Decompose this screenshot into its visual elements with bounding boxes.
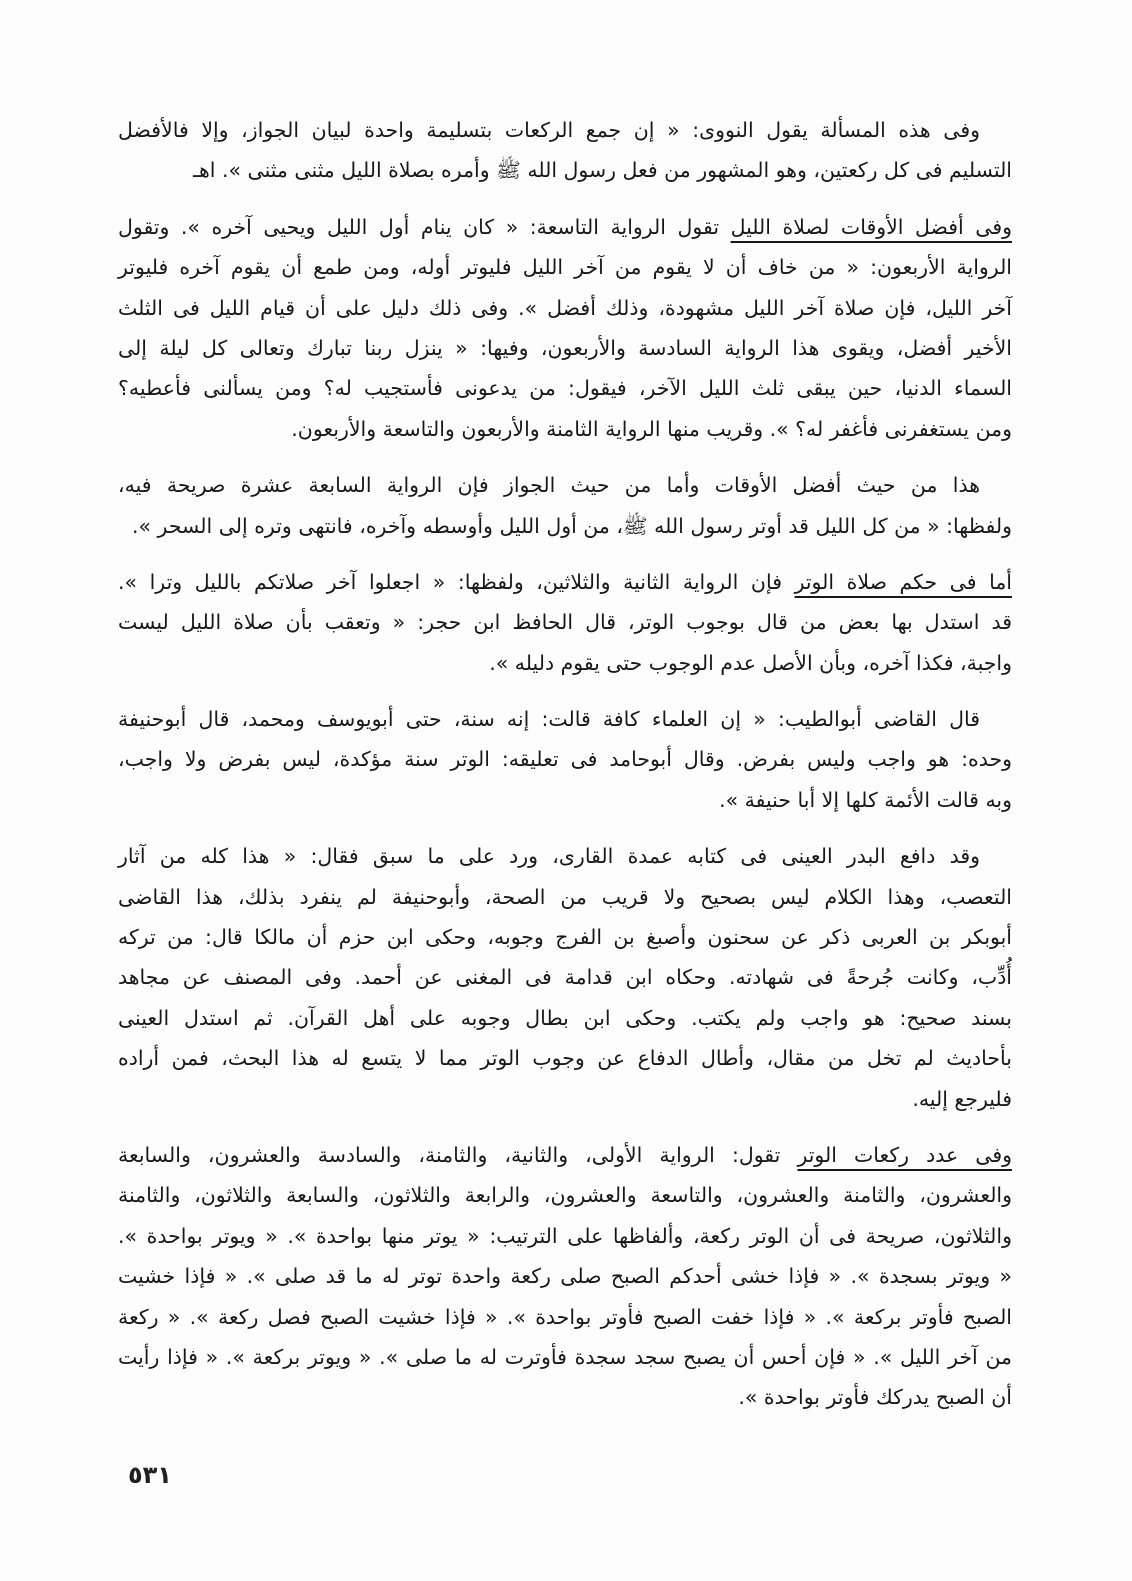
section-heading: وفى أفضل الأوقات لصلاة الليل <box>730 214 1012 239</box>
text-line: وقد دافع البدر العينى فى كتابه عمدة القارى، ورد على ما سبق فقال: « هذا كله من آثار <box>118 844 980 869</box>
text-line: بأحاديث لم تخل من مقال، وأطال الدفاع عن وجوب الوتر مما لا يتسع له هذا البحث، فمن أراده <box>118 1046 1012 1071</box>
paragraph <box>118 562 1012 683</box>
text-line: والعشرون، والثامنة والعشرون، والتاسعة والعشرون، والرابعة والثلاثون، والسابعة والثلاثون، والثامنة <box>118 1183 1012 1208</box>
text-line: أبوبكر بن العربى ذكر عن سحنون وأصبغ بن الفرج وجوبه، وحكى ابن حزم أن مالكا قال: من تركه <box>118 925 1012 950</box>
section-heading: وفى عدد ركعات الوتر <box>797 1142 1012 1167</box>
text-line: من آخر الليل ». « فإن أحس أن يصبح سجد سجدة فأوترت له ما صلى ». « ويوتر بركعة ». « فإذا رأيت <box>118 1344 1012 1369</box>
paragraph <box>118 836 1012 1119</box>
text-line: أُدِّب، وكانت جُرحةً فى شهادته. وحكاه ابن قدامة فى المغنى عن أحمد. وفى المصنف عن مجاهد <box>118 965 1012 990</box>
text-line: الرواية الأربعون: « من خاف أن لا يقوم من آخر الليل فليوتر أوله، ومن طمع أن يقوم آخره فليوتر <box>118 255 1012 280</box>
text-line <box>118 1135 1012 1175</box>
text-line: هذا من حيث أفضل الأوقات وأما من حيث الجواز فإن الرواية السابعة عشرة صريحة فيه، <box>118 473 980 498</box>
paragraph <box>118 110 1012 191</box>
main-text <box>118 110 1012 1434</box>
text-line: قال القاضى أبوالطيب: « إن العلماء كافة قالت: إنه سنة، حتى أبويوسف ومحمد، قال أبوحنيفة <box>118 707 980 732</box>
text-line: والثلاثون، صريحة فى أن الوتر ركعة، وألفاظها على الترتيب: « يوتر منها بواحدة ». « ويوتر بواحدة ». <box>118 1223 1012 1248</box>
text-line: وفى هذه المسألة يقول النووى: « إن جمع الركعات بتسليمة واحدة لبيان الجواز، وإلا فالأفضل <box>118 118 980 142</box>
text-line: التسليم فى كل ركعتين، وهو المشهور من فعل رسول الله ﷺ وأمره بصلاة الليل مثنى مثنى ». اهـ <box>192 158 1012 183</box>
text-line: فليرجع إليه. <box>912 1086 1012 1111</box>
text-line: ومن يستغفرنى فأغفر له؟ ». وقريب منها الرواية الثامنة والأربعون والتاسعة والأربعون. <box>291 416 1012 441</box>
paragraph <box>118 1135 1012 1418</box>
line-text: فإن الرواية الثانية والثلاثين، ولفظها: « اجعلوا آخر صلاتكم بالليل وترا ». <box>118 569 782 594</box>
text-line <box>118 207 1012 247</box>
text-line: التعصب، وهذا الكلام ليس بصحيح ولا قريب من الصحة، وأبوحنيفة لم ينفرد بذلك، هذا القاضى <box>118 884 1012 909</box>
text-line: السماء الدنيا، حين يبقى ثلث الليل الآخر، فيقول: من يدعونى فأستجيب له؟ ومن يسألنى فأعطيه؟ <box>118 376 1012 401</box>
text-line: قد استدل بها بعض من قال بوجوب الوتر، قال الحافظ ابن حجر: « وتعقب بأن صلاة الليل ليست <box>118 610 1012 635</box>
text-line: وحده: هو واجب وليس بفرض. وقال أبوحامد فى تعليقه: الوتر سنة مؤكدة، ليس بفرض ولا واجب، <box>118 747 1012 772</box>
text-line: الصبح فأوتر بركعة ». « فإذا خفت الصبح فأوتر بواحدة ». « فإذا خشيت الصبح فصل ركعة ». « ركعة <box>118 1304 1012 1329</box>
text-line: بسند صحيح: هو واجب ولم يكتب. وحكى ابن بطال وجوبه على أهل القرآن. ثم استدل العينى <box>118 1005 1012 1030</box>
text-line: ولفظها: « من كل الليل قد أوتر رسول الله ﷺ، من أول الليل وأوسطه وآخره، فانتهى وتره إلى السحر ». <box>131 513 1012 538</box>
text-line: آخر الليل، فإن صلاة آخر الليل مشهودة، وذلك أفضل ». وفى ذلك دليل على أن قيام الليل فى الثلث <box>118 295 1012 320</box>
paragraph <box>118 207 1012 449</box>
text-line: الأخير أفضل، ويقوى هذا الرواية السادسة والأربعون، وفيها: « ينزل ربنا تبارك وتعالى كل ليلة إلى <box>118 335 1012 360</box>
line-text: تقول الرواية التاسعة: « كان ينام أول الليل ويحيى آخره ». وتقول <box>118 214 720 239</box>
text-line: واجبة، فكذا آخره، وبأن الأصل عدم الوجوب حتى يقوم دليله ». <box>489 650 1012 675</box>
text-line: « ويوتر بسجدة ». « فإذا خشى أحدكم الصبح صلى ركعة واحدة توتر له ما قد صلى ». « فإذا خشيت <box>118 1264 1012 1289</box>
text-line: وبه قالت الأئمة كلها إلا أبا حنيفة ». <box>719 787 1012 812</box>
paragraph <box>118 465 1012 546</box>
paragraph <box>118 699 1012 820</box>
section-heading: أما فى حكم صلاة الوتر <box>794 569 1012 594</box>
line-text: تقول: الرواية الأولى، والثانية، والثامنة، والسادسة والعشرون، والسابعة <box>118 1142 781 1167</box>
page-number: ٥٣١ <box>128 1461 172 1489</box>
text-line <box>118 562 1012 602</box>
text-line: أن الصبح يدركك فأوتر بواحدة ». <box>738 1385 1012 1410</box>
